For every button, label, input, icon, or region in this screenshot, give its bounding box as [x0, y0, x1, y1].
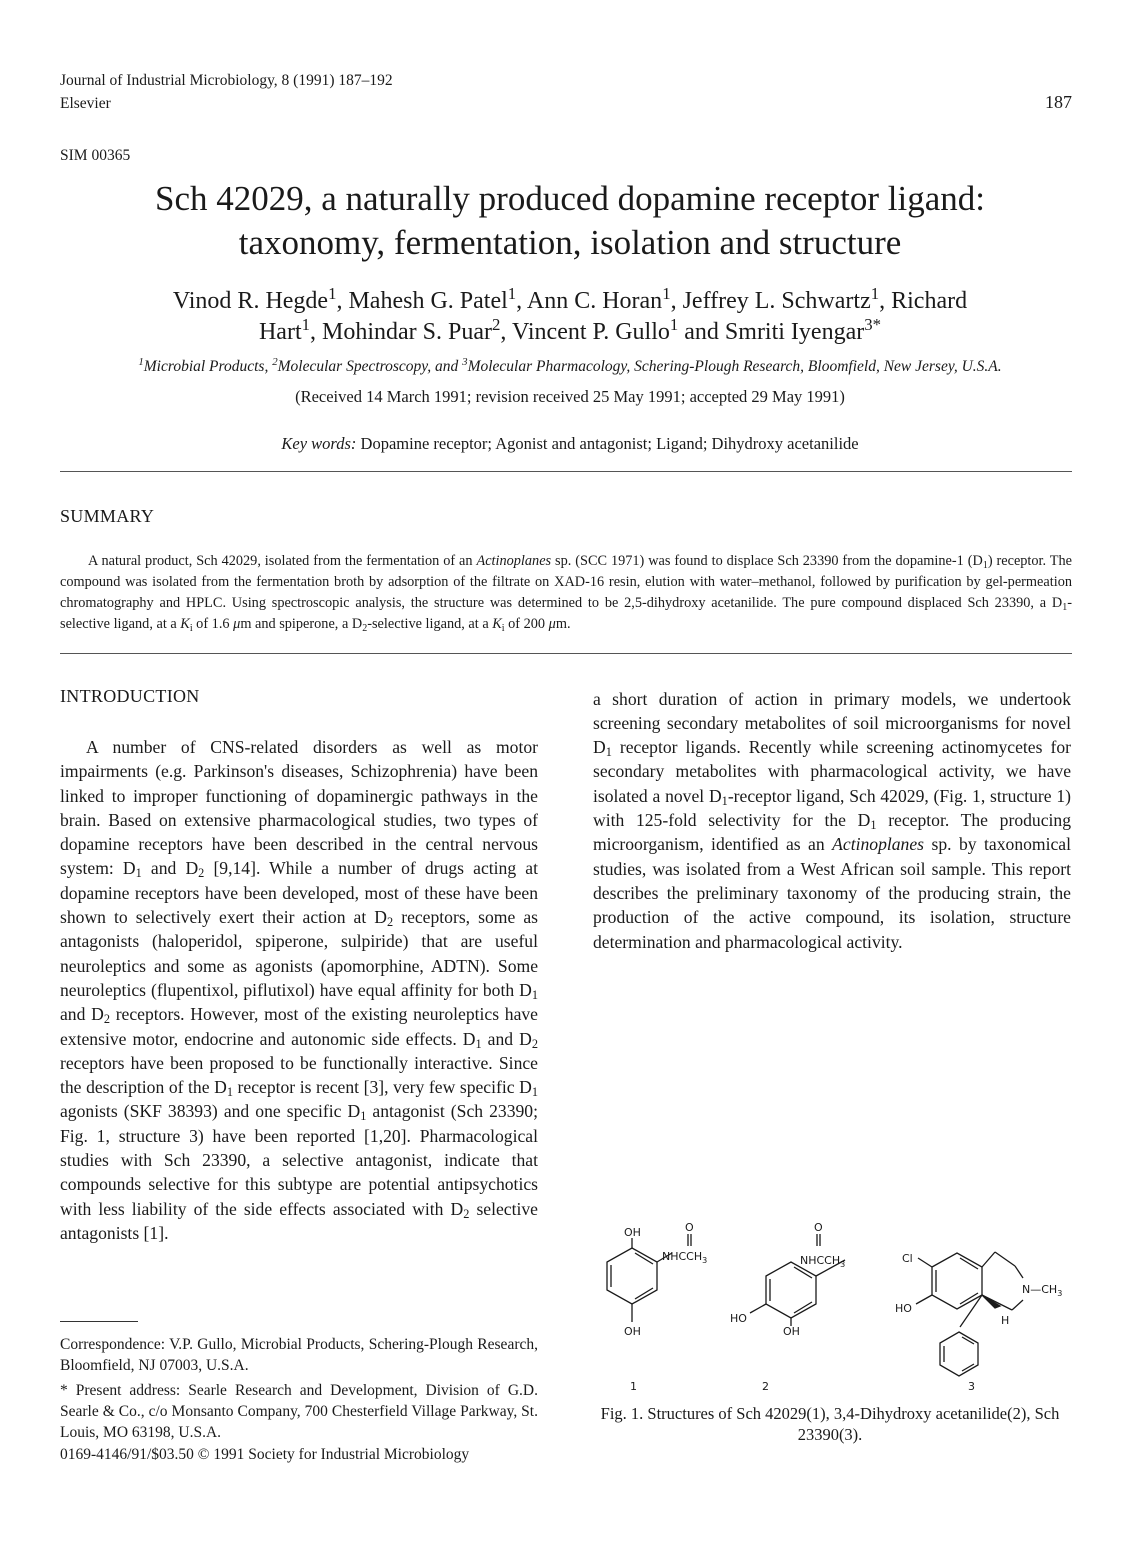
footnote-rule: [60, 1321, 138, 1322]
page-number: 187: [1045, 92, 1072, 112]
summary-heading: SUMMARY: [60, 506, 155, 526]
divider-bottom: [60, 653, 1072, 654]
label-o: O: [814, 1221, 823, 1234]
title-line-2: taxonomy, fermentation, isolation and structure: [238, 223, 902, 262]
label-cl: Cl: [902, 1252, 913, 1265]
label-ho: HO: [730, 1312, 747, 1325]
intro-column-right: [593, 686, 1071, 1086]
author: Ann C. Horan: [526, 288, 663, 314]
label-oh: OH: [624, 1325, 641, 1338]
intro-column-left: [60, 735, 538, 1275]
label-ho: HO: [895, 1302, 912, 1315]
keywords: Key words: Dopamine receptor; Agonist and antagonist; Ligand; Dihydroxy acetanilide: [281, 434, 859, 453]
received-dates: (Received 14 March 1991; revision received 25 May 1991; accepted 29 May 1991): [295, 387, 845, 406]
structure-number-2: 2: [762, 1380, 769, 1393]
author: Mohindar S. Puar: [322, 319, 493, 345]
author: Hart: [258, 319, 302, 345]
author: Mahesh G. Patel: [348, 288, 508, 314]
label-nhcch3: $NHCCH_3$: [800, 1254, 846, 1269]
footnote-correspondence: Correspondence: V.P. Gullo, Microbial Products, Schering-Plough Research, Bloomfield, NJ 07003, U.S.A.: [60, 1336, 538, 1374]
figure-1-structures: [590, 1220, 1080, 1400]
publisher: Elsevier: [60, 95, 111, 112]
structure-number-1: 1: [630, 1380, 637, 1393]
author: Smriti Iyengar: [724, 319, 865, 345]
article-code: SIM 00365: [60, 147, 131, 164]
figure-1-caption: Fig. 1. Structures of Sch 42029(1), 3,4-Dihydroxy acetanilide(2), Sch 23390(3).: [600, 1404, 1060, 1444]
structure-1: [607, 1234, 691, 1322]
author: Vincent P. Gullo: [511, 319, 670, 345]
label-h: H: [1001, 1314, 1010, 1327]
structure-number-3: 3: [968, 1380, 975, 1393]
structure-2: [750, 1234, 845, 1326]
authors-line-1: Vinod R. Hegde$^1$, Mahesh G. Patel$^1$, Ann C. Horan$^1$, Jeffrey L. Schwartz$^1$, Richard: [172, 284, 968, 314]
label-o: O: [685, 1221, 694, 1234]
label-oh: OH: [624, 1226, 641, 1239]
label-n-ch3: $N—CH_3$: [1022, 1283, 1063, 1298]
introduction-heading: INTRODUCTION: [60, 686, 200, 706]
author: Vinod R. Hegde: [172, 288, 329, 314]
divider-top: [60, 471, 1072, 472]
intro-paragraph-1: A number of CNS-related disorders as well as motor impairments (e.g. Parkinson's diseases, Schizophrenia) have been linked to improper functioning of dopaminergic pathways in the brain. Based on extensive pharmacological studies, two types of dopamine receptors have been described in the central nervous system: $D_1$ and $D_2$ [9,14]. While a number of drugs acting at dopamine receptors have been developed, most of these have been shown to selectively exert their action at $D_2$ receptors, some as antagonists (haloperidol, spiperone, sulpiride) that are useful neuroleptics and some as agonists (apomorphine, ADTN). Some neuroleptics (flupentixol, piflutixol) have equal affinity for both $D_1$ and $D_2$ receptors. However, most of the existing neuroleptics have extensive motor, endocrine and autonomic side effects. $D_1$ and $D_2$ receptors have been proposed to be functionally interactive. Since the description of the $D_1$ receptor is recent [3], very few specific $D_1$ agonists (SKF 38393) and one specific $D_1$ antagonist (Sch 23390; Fig. 1, structure 3) have been reported [1,20]. Pharmacological studies with Sch 23390, a selective antagonist, indicate that compounds selective for this subtype are potential antipsychotics with less liability of the side effects associated with $D_2$ selective antagonists [1].: [60, 737, 538, 1243]
summary-text: A natural product, Sch 42029, isolated from the fermentation of an Actinoplanes sp. (SCC 1971) was found to displace Sch 23390 from the dopamine-1 $(D_1)$ receptor. The compound was isolated from the fermentation broth by adsorption of the filtrate on XAD-16 resin, elution with water–methanol, followed by purification by gel-permeation chromatography and HPLC. Using spectroscopic analysis, the structure was determined to be 2,5-dihydroxy acetanilide. The pure compound displaced Sch 23390, a $D_1$-selective ligand, at a $K_i$ of 1.6 μm and spiperone, a $D_2$-selective ligand, at a $K_i$ of 200 μm.: [60, 553, 1072, 634]
label-nhcch3: $NHCCH_3$: [662, 1250, 708, 1265]
footnote-present-address: * Present address: Searle Research and Development, Division of G.D. Searle & Co., c/o Monsanto Company, 700 Chesterfield Village Parkway, St. Louis, MO 63198, U.S.A.: [60, 1382, 538, 1441]
authors-line-2: Hart$^1$, Mohindar S. Puar$^2$, Vincent P. Gullo$^1$ and Smriti Iyengar$^{3*}$: [258, 315, 882, 345]
author: Richard: [891, 288, 968, 314]
author: Jeffrey L. Schwartz: [682, 288, 871, 314]
intro-paragraph-2: a short duration of action in primary models, we undertook screening secondary metabolites of soil microorganisms for novel $D_1$ receptor ligands. Recently while screening actinomycetes for secondary metabolites with pharmacological activity, we have isolated a novel $D_1$-receptor ligand, Sch 42029, (Fig. 1, structure 1) with 125-fold selectivity for the $D_1$ receptor. The producing microorganism, identified as an Actinoplanes sp. by taxonomical studies, was isolated from a West African soil sample. This report describes the preliminary taxonomy of the producing strain, the production of the active compound, its isolation, structure determination and pharmacological activity.: [593, 688, 1071, 952]
title-line-1: Sch 42029, a naturally produced dopamine receptor ligand:: [154, 179, 986, 218]
journal-citation: Journal of Industrial Microbiology, 8 (1991) 187–192: [60, 72, 393, 89]
affiliations: $^1$Microbial Products, $^2$Molecular Spectroscopy, and $^3$Molecular Pharmacology, Schering-Plough Research, Bloomfield, New Jersey, U.S.A.: [138, 355, 1002, 375]
copyright-line: 0169-4146/91/$03.50 © 1991 Society for Industrial Microbiology: [60, 1446, 470, 1463]
label-oh: OH: [783, 1325, 800, 1338]
